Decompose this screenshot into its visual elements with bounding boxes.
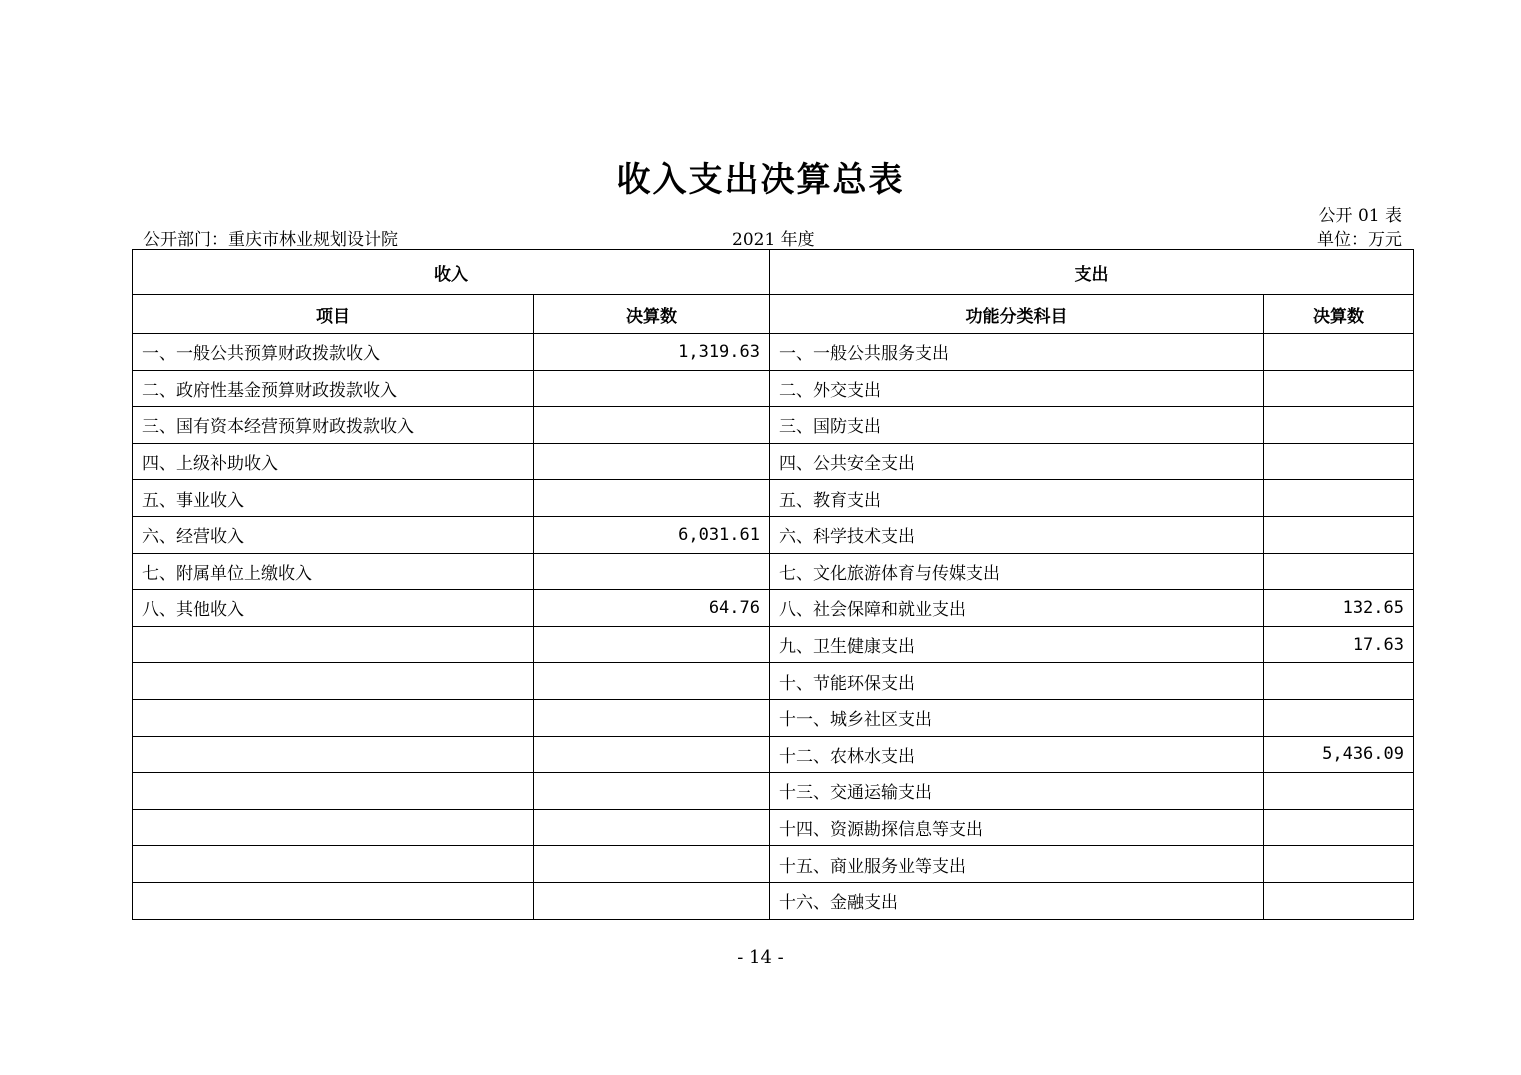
income-amount-header: 决算数: [534, 295, 770, 334]
table-row: [133, 590, 1414, 627]
income-expense-table: [132, 249, 1414, 920]
table-row: [133, 443, 1414, 480]
expense-amount-header: 决算数: [1264, 295, 1414, 334]
expense-item-cell: 六、科学技术支出: [770, 516, 1264, 553]
expense-amount-cell: [1264, 699, 1414, 736]
department-label: 公开部门：重庆市林业规划设计院: [143, 230, 398, 250]
income-item-cell: 五、事业收入: [133, 480, 534, 517]
table-row: [133, 809, 1414, 846]
table-row: [133, 553, 1414, 590]
expense-amount-cell: [1264, 809, 1414, 846]
page-number: - 14 -: [737, 947, 784, 968]
expense-item-cell: 十三、交通运输支出: [770, 773, 1264, 810]
table-row: [133, 480, 1414, 517]
income-item-cell: [133, 626, 534, 663]
income-amount-cell: [534, 699, 770, 736]
income-amount-cell: [534, 736, 770, 773]
expense-item-cell: 七、文化旅游体育与传媒支出: [770, 553, 1264, 590]
expense-item-cell: 五、教育支出: [770, 480, 1264, 517]
expense-amount-cell: [1264, 663, 1414, 700]
table-row: [133, 370, 1414, 407]
income-amount-cell: [534, 809, 770, 846]
table-row: [133, 846, 1414, 883]
income-amount-cell: [534, 480, 770, 517]
table-row: [133, 736, 1414, 773]
expense-item-cell: 十一、城乡社区支出: [770, 699, 1264, 736]
expense-item-cell: 十二、农林水支出: [770, 736, 1264, 773]
expense-item-cell: 八、社会保障和就业支出: [770, 590, 1264, 627]
income-item-header: 项目: [133, 295, 534, 334]
income-amount-cell: 1,319.63: [534, 334, 770, 371]
table-row: [133, 516, 1414, 553]
column-header-row: [133, 295, 1414, 334]
income-item-cell: [133, 882, 534, 919]
table-row: [133, 699, 1414, 736]
income-item-cell: 四、上级补助收入: [133, 443, 534, 480]
income-item-cell: [133, 663, 534, 700]
income-item-cell: 六、经营收入: [133, 516, 534, 553]
income-amount-cell: [534, 773, 770, 810]
income-item-cell: 二、政府性基金预算财政拨款收入: [133, 370, 534, 407]
expense-item-cell: 三、国防支出: [770, 407, 1264, 444]
income-amount-cell: [534, 626, 770, 663]
table-row: [133, 773, 1414, 810]
income-amount-cell: 64.76: [534, 590, 770, 627]
expense-amount-cell: [1264, 882, 1414, 919]
expense-item-cell: 十五、商业服务业等支出: [770, 846, 1264, 883]
group-header-row: [133, 250, 1414, 295]
table-row: [133, 626, 1414, 663]
income-amount-cell: [534, 553, 770, 590]
table-row: [133, 663, 1414, 700]
expense-item-cell: 一、一般公共服务支出: [770, 334, 1264, 371]
expense-amount-cell: 132.65: [1264, 590, 1414, 627]
income-item-cell: [133, 773, 534, 810]
expense-amount-cell: 5,436.09: [1264, 736, 1414, 773]
expense-amount-cell: [1264, 334, 1414, 371]
table-row: [133, 407, 1414, 444]
income-item-cell: [133, 809, 534, 846]
income-amount-cell: [534, 407, 770, 444]
table-number-label: 公开 01 表: [1318, 206, 1402, 226]
income-amount-cell: [534, 882, 770, 919]
expense-item-cell: 九、卫生健康支出: [770, 626, 1264, 663]
income-group-header: 收入: [133, 250, 770, 295]
unit-label: 单位：万元: [1317, 230, 1402, 250]
income-amount-cell: 6,031.61: [534, 516, 770, 553]
fiscal-year-label: 2021 年度: [732, 230, 815, 250]
expense-item-header: 功能分类科目: [770, 295, 1264, 334]
income-item-cell: [133, 736, 534, 773]
expense-amount-cell: [1264, 846, 1414, 883]
income-item-cell: 七、附属单位上缴收入: [133, 553, 534, 590]
income-amount-cell: [534, 663, 770, 700]
table-row: [133, 334, 1414, 371]
expense-amount-cell: [1264, 480, 1414, 517]
income-amount-cell: [534, 443, 770, 480]
expense-amount-cell: [1264, 407, 1414, 444]
income-amount-cell: [534, 370, 770, 407]
income-item-cell: [133, 699, 534, 736]
income-item-cell: 一、一般公共预算财政拨款收入: [133, 334, 534, 371]
expense-group-header: 支出: [770, 250, 1414, 295]
expense-amount-cell: [1264, 370, 1414, 407]
expense-amount-cell: [1264, 553, 1414, 590]
expense-amount-cell: 17.63: [1264, 626, 1414, 663]
expense-item-cell: 十四、资源勘探信息等支出: [770, 809, 1264, 846]
expense-amount-cell: [1264, 443, 1414, 480]
expense-item-cell: 十六、金融支出: [770, 882, 1264, 919]
table-row: [133, 882, 1414, 919]
expense-item-cell: 四、公共安全支出: [770, 443, 1264, 480]
income-item-cell: [133, 846, 534, 883]
income-amount-cell: [534, 846, 770, 883]
page-title: 收入支出决算总表: [616, 160, 905, 200]
expense-item-cell: 二、外交支出: [770, 370, 1264, 407]
expense-amount-cell: [1264, 516, 1414, 553]
income-item-cell: 八、其他收入: [133, 590, 534, 627]
expense-amount-cell: [1264, 773, 1414, 810]
income-item-cell: 三、国有资本经营预算财政拨款收入: [133, 407, 534, 444]
expense-item-cell: 十、节能环保支出: [770, 663, 1264, 700]
